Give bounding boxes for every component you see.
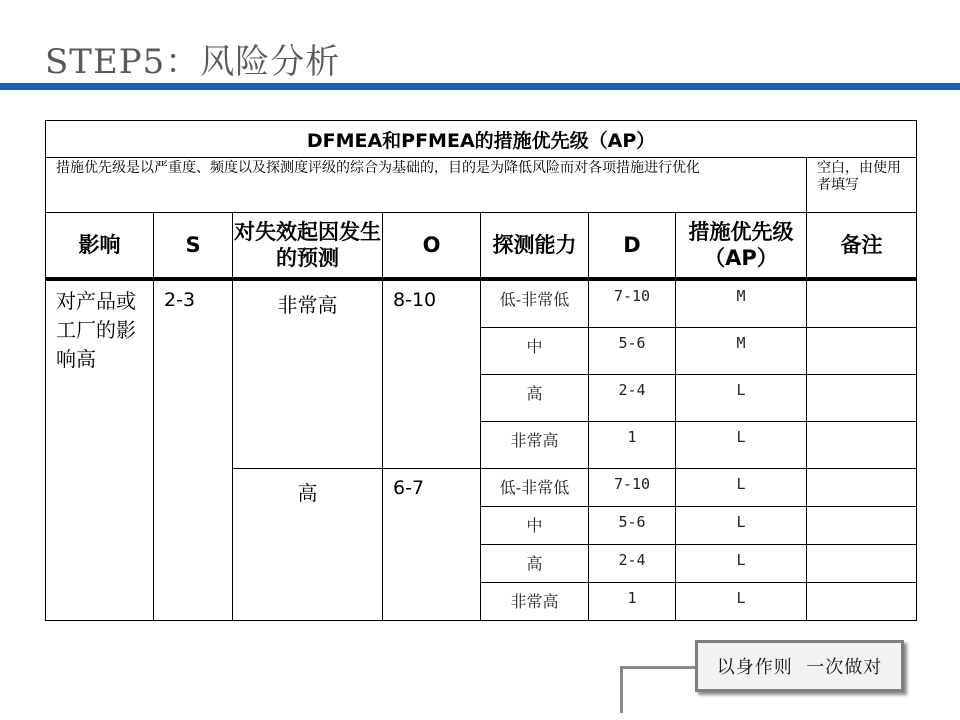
ap-cell: L xyxy=(676,545,807,583)
ap-cell: L xyxy=(676,422,807,469)
d-value-cell: 1 xyxy=(589,422,676,469)
remark-cell[interactable] xyxy=(807,422,917,469)
slogan-button[interactable]: 以身作则 一次做对 xyxy=(695,640,904,692)
remark-cell[interactable] xyxy=(807,507,917,545)
ap-cell: M xyxy=(676,328,807,375)
table-description: 措施优先级是以严重度、频度以及探测度评级的综合为基础的，目的是为降低风险而对各项措施进行优化 xyxy=(46,158,807,213)
remark-cell[interactable] xyxy=(807,583,917,621)
ap-cell: L xyxy=(676,583,807,621)
s-value-cell: 2-3 xyxy=(154,279,233,621)
o-value-cell: 8-10 xyxy=(383,279,481,469)
ap-cell: L xyxy=(676,507,807,545)
header-d: D xyxy=(589,213,676,280)
detection-cell: 低-非常低 xyxy=(481,279,589,328)
detection-cell: 中 xyxy=(481,507,589,545)
header-prediction: 对失效起因发生的预测 xyxy=(233,213,383,280)
remark-cell[interactable] xyxy=(807,375,917,422)
ap-table xyxy=(45,120,917,621)
detection-cell: 高 xyxy=(481,545,589,583)
remark-cell[interactable] xyxy=(807,328,917,375)
ap-cell: L xyxy=(676,375,807,422)
d-value-cell: 2-4 xyxy=(589,375,676,422)
header-row xyxy=(46,213,917,280)
remark-note: 空白，由使用者填写 xyxy=(807,158,917,213)
ap-cell: L xyxy=(676,469,807,507)
header-s: S xyxy=(154,213,233,280)
prediction-cell: 非常高 xyxy=(233,279,383,469)
remark-cell[interactable] xyxy=(807,545,917,583)
title-underline-bar xyxy=(0,83,960,90)
slogan-area xyxy=(620,640,902,710)
o-value-cell: 6-7 xyxy=(383,469,481,621)
d-value-cell: 5-6 xyxy=(589,328,676,375)
header-detection: 探测能力 xyxy=(481,213,589,280)
d-value-cell: 2-4 xyxy=(589,545,676,583)
detection-cell: 中 xyxy=(481,328,589,375)
header-effect: 影响 xyxy=(46,213,154,280)
header-ap: 措施优先级（AP） xyxy=(676,213,807,280)
detection-cell: 低-非常低 xyxy=(481,469,589,507)
d-value-cell: 7-10 xyxy=(589,469,676,507)
table-row xyxy=(46,279,917,328)
header-o: O xyxy=(383,213,481,280)
detection-cell: 高 xyxy=(481,375,589,422)
ap-cell: M xyxy=(676,279,807,328)
table-caption: DFMEA和PFMEA的措施优先级（AP） xyxy=(46,121,917,158)
slide-title: STEP5：风险分析 xyxy=(45,42,341,82)
d-value-cell: 1 xyxy=(589,583,676,621)
d-value-cell: 5-6 xyxy=(589,507,676,545)
detection-cell: 非常高 xyxy=(481,583,589,621)
effect-cell: 对产品或工厂的影响高 xyxy=(46,279,154,621)
remark-cell[interactable] xyxy=(807,469,917,507)
d-value-cell: 7-10 xyxy=(589,279,676,328)
header-remark: 备注 xyxy=(807,213,917,280)
remark-cell[interactable] xyxy=(807,279,917,328)
detection-cell: 非常高 xyxy=(481,422,589,469)
prediction-cell: 高 xyxy=(233,469,383,621)
